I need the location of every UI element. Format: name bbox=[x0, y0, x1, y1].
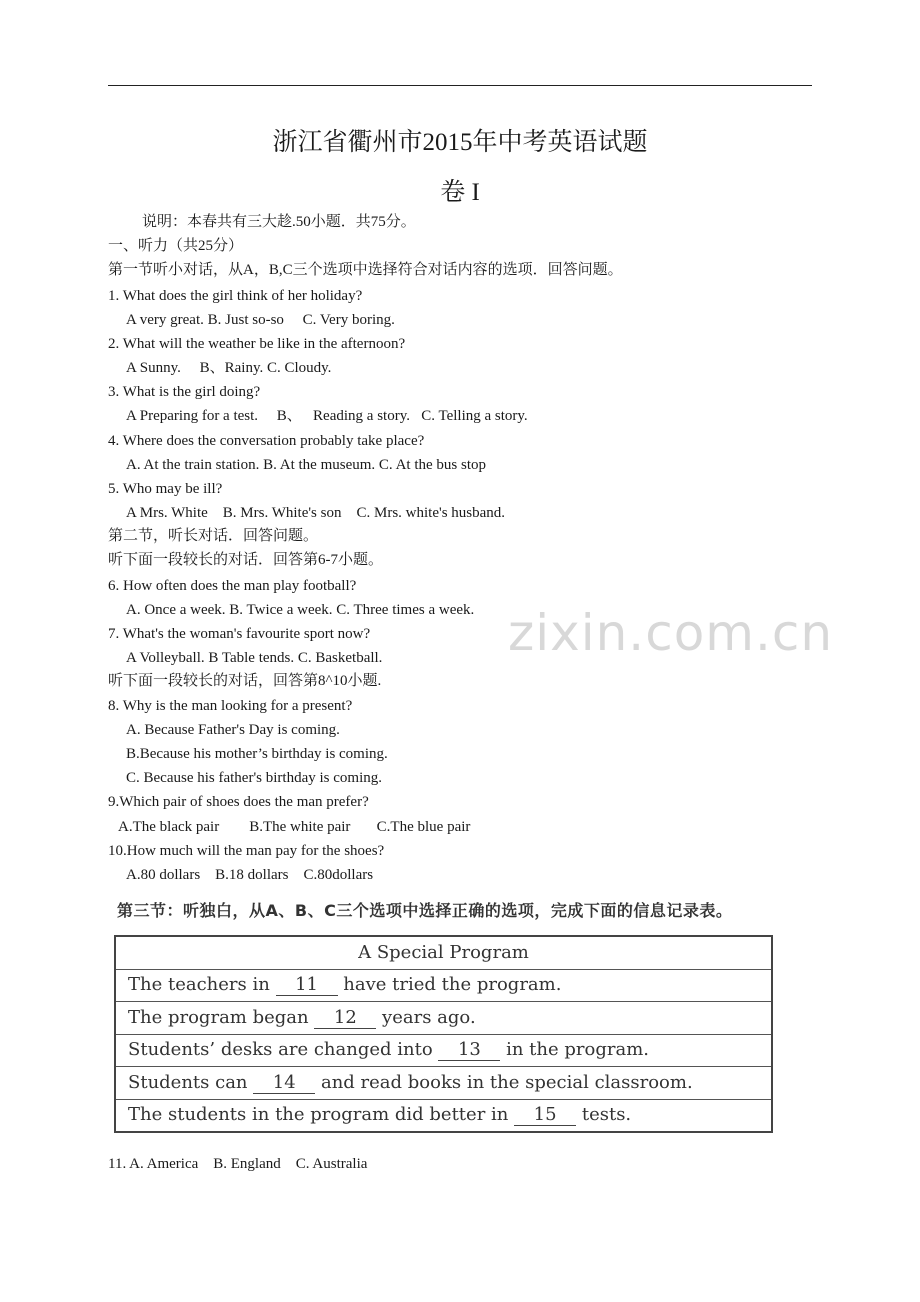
question-4: 4. Where does the conversation probably take place? bbox=[108, 433, 425, 449]
table-row bbox=[115, 969, 772, 1002]
table-header-row bbox=[115, 936, 772, 969]
question-7: 7. What's the woman's favourite sport now? bbox=[108, 626, 371, 642]
question-3-options: A Preparing for a test. B、 Reading a story. C. Telling a story. bbox=[126, 408, 528, 424]
question-8: 8. Why is the man looking for a present? bbox=[108, 698, 353, 714]
blank-12: 12 bbox=[314, 1007, 376, 1029]
question-10: 10.How much will the man pay for the shoes? bbox=[108, 843, 385, 859]
question-6-options: A. Once a week. B. Twice a week. C. Three times a week. bbox=[126, 602, 475, 618]
question-2: 2. What will the weather be like in the afternoon? bbox=[108, 336, 406, 352]
question-8-option-b: B.Because his mother’s birthday is coming. bbox=[126, 746, 388, 762]
question-8-option-a: A. Because Father's Day is coming. bbox=[126, 722, 340, 738]
question-5: 5. Who may be ill? bbox=[108, 481, 223, 497]
question-1-options: A very great. B. Just so-so C. Very boring. bbox=[126, 312, 395, 328]
table-row bbox=[115, 1099, 772, 1132]
table-row bbox=[115, 1002, 772, 1035]
question-5-options: A Mrs. White B. Mrs. White's son C. Mrs. white's husband. bbox=[126, 505, 506, 521]
blank-14: 14 bbox=[253, 1072, 315, 1094]
question-4-options: A. At the train station. B. At the museum. C. At the bus stop bbox=[126, 457, 486, 473]
page-title: 浙江省衢州市2015年中考英语试题 bbox=[272, 129, 648, 156]
question-9: 9.Which pair of shoes does the man prefer? bbox=[108, 794, 369, 810]
blank-11: 11 bbox=[276, 974, 338, 996]
watermark: zixin.com.cn bbox=[508, 604, 834, 662]
section1-heading: 第一节听小对话，从A，B,C三个选项中选择符合对话内容的选项．回答问题。 bbox=[108, 262, 623, 278]
page-subtitle: 卷 I bbox=[440, 179, 480, 206]
table-title: A Special Program bbox=[115, 936, 772, 969]
section2-instruction-2: 听下面一段较长的对话，回答第8^10小题. bbox=[108, 673, 382, 689]
question-6: 6. How often does the man play football? bbox=[108, 578, 357, 594]
section2-instruction-1: 听下面一段较长的对话．回答第6-7小题。 bbox=[108, 552, 383, 568]
table-cell: The students in the program did better in 15 tests. bbox=[115, 1099, 772, 1132]
blank-15: 15 bbox=[514, 1104, 576, 1126]
question-10-options: A.80 dollars B.18 dollars C.80dollars bbox=[126, 867, 374, 883]
question-2-options: A Sunny. B、Rainy. C. Cloudy. bbox=[126, 360, 332, 376]
part1-heading: 一、听力（共25分） bbox=[108, 238, 244, 254]
question-3: 3. What is the girl doing? bbox=[108, 384, 261, 400]
table-row bbox=[115, 1034, 772, 1067]
blank-13: 13 bbox=[438, 1039, 500, 1061]
question-1: 1. What does the girl think of her holiday? bbox=[108, 288, 363, 304]
instructions: 说明：本春共有三大趁.50小题．共75分。 bbox=[142, 214, 416, 230]
section3-heading: 第三节：听独白，从A、B、C三个选项中选择正确的选项，完成下面的信息记录表。 bbox=[117, 901, 733, 920]
info-record-table bbox=[114, 935, 773, 1133]
question-8-option-c: C. Because his father's birthday is coming. bbox=[126, 770, 382, 786]
table-cell: Students’ desks are changed into 13 in the program. bbox=[115, 1034, 772, 1067]
question-9-options: A.The black pair B.The white pair C.The blue pair bbox=[118, 819, 471, 835]
table-cell: Students can 14 and read books in the special classroom. bbox=[115, 1067, 772, 1100]
question-11: 11. A. America B. England C. Australia bbox=[108, 1156, 368, 1172]
table-cell: The program began 12 years ago. bbox=[115, 1002, 772, 1035]
section2-heading: 第二节，听长对话．回答问题。 bbox=[108, 528, 319, 544]
question-7-options: A Volleyball. B Table tends. C. Basketball. bbox=[126, 650, 383, 666]
table-row bbox=[115, 1067, 772, 1100]
top-rule bbox=[108, 85, 812, 86]
table-cell: The teachers in 11 have tried the program. bbox=[115, 969, 772, 1002]
